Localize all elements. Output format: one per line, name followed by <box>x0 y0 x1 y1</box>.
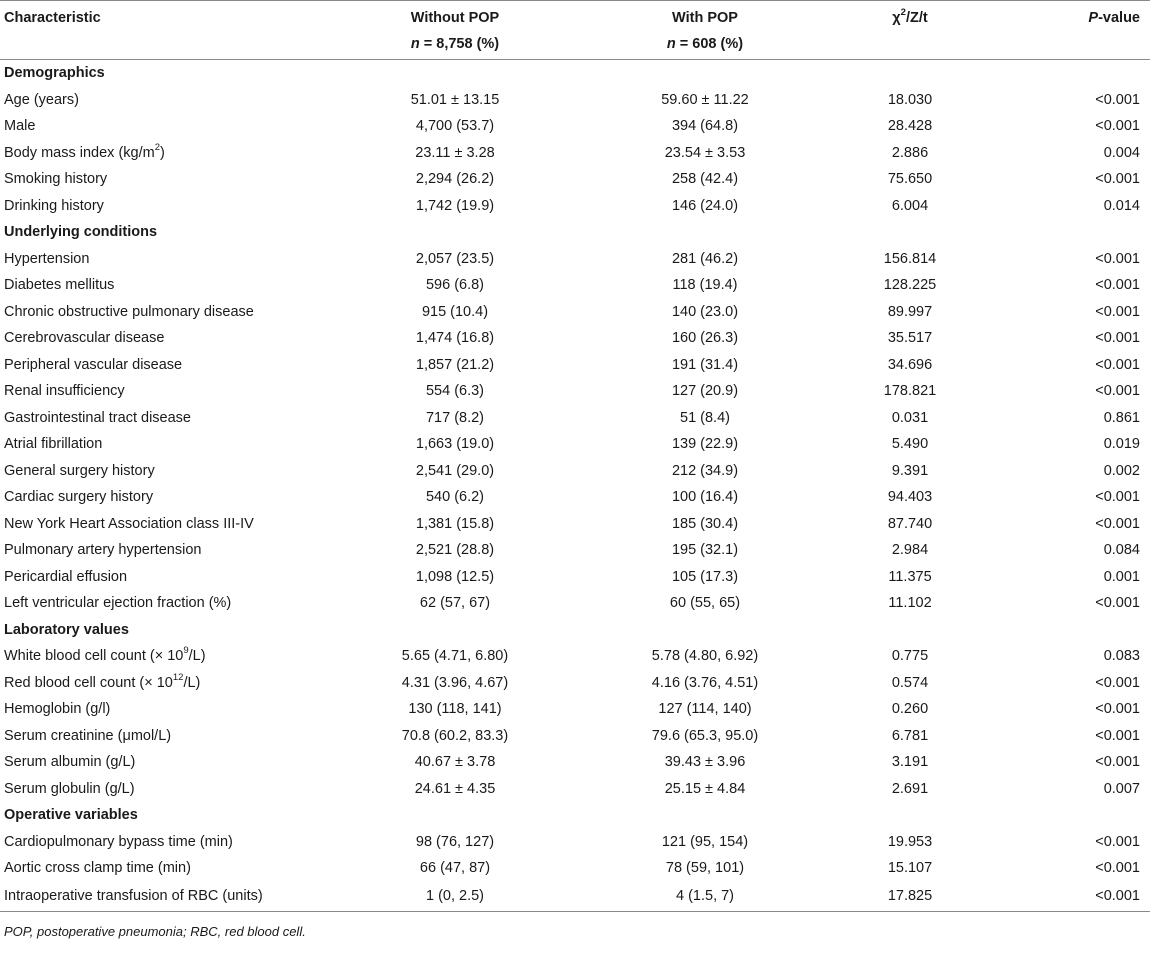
section-heading: Underlying conditions <box>4 224 158 241</box>
row-label: Cardiac surgery history <box>4 489 154 506</box>
header-statistic: $\chi^2/Z/t$ <box>830 1 990 30</box>
cell-statistic: 94.403 <box>887 489 933 506</box>
row-label: Serum albumin (g/L) <box>4 754 136 771</box>
cell-p-value: <0.001 <box>1095 489 1140 506</box>
cell-p-value: <0.001 <box>1095 515 1140 532</box>
cell-with-pop: 51 (8.4) <box>680 409 730 426</box>
cell-without-pop: 5.65 (4.71, 6.80) <box>401 648 509 665</box>
table-row <box>0 749 1150 776</box>
table-row <box>0 829 1150 856</box>
cell-without-pop: 2,541 (29.0) <box>415 462 495 479</box>
cell-p-value: <0.001 <box>1095 727 1140 744</box>
cell-p-value: 0.002 <box>1103 462 1140 479</box>
cell-without-pop: 62 (57, 67) <box>419 595 491 612</box>
cell-statistic: 87.740 <box>887 515 933 532</box>
row-label: Hypertension <box>4 250 90 267</box>
row-label: Atrial fibrillation <box>4 436 103 453</box>
table-row <box>0 378 1150 405</box>
table-row <box>0 484 1150 511</box>
cell-without-pop: 98 (76, 127) <box>415 833 495 850</box>
cell-statistic: 19.953 <box>887 833 933 850</box>
table-row <box>0 696 1150 723</box>
cell-with-pop: 100 (16.4) <box>671 489 739 506</box>
cell-p-value: <0.001 <box>1095 303 1140 320</box>
table-row <box>0 166 1150 193</box>
cell-without-pop: 4.31 (3.96, 4.67) <box>401 674 509 691</box>
cell-statistic: 0.574 <box>891 674 929 691</box>
table-row <box>0 272 1150 299</box>
cell-with-pop: 212 (34.9) <box>671 462 739 479</box>
cell-with-pop: 78 (59, 101) <box>665 860 745 877</box>
row-label: Age (years) <box>4 91 79 108</box>
section-heading: Operative variables <box>4 807 138 824</box>
cell-p-value: <0.001 <box>990 882 1150 912</box>
cell-statistic: 18.030 <box>887 91 933 108</box>
cell-statistic: 2.691 <box>891 780 929 797</box>
cell-p-value: 0.001 <box>1103 568 1140 585</box>
row-label: Drinking history <box>4 197 104 214</box>
cell-with-pop: 185 (30.4) <box>671 515 739 532</box>
row-label: Pericardial effusion <box>4 568 128 585</box>
section-heading: Laboratory values <box>4 621 129 638</box>
table-row <box>0 776 1150 803</box>
cell-with-pop: 60 (55, 65) <box>669 595 741 612</box>
table-row <box>0 564 1150 591</box>
row-label: Smoking history <box>4 171 108 188</box>
cell-with-pop: 4.16 (3.76, 4.51) <box>651 674 759 691</box>
cell-without-pop: 40.67 ± 3.78 <box>414 754 496 771</box>
row-label: Red blood cell count (× $10^{12}/L$) <box>4 671 201 691</box>
table-row <box>0 140 1150 167</box>
cell-without-pop: 2,294 (26.2) <box>415 171 495 188</box>
table-row <box>0 643 1150 670</box>
table-header <box>0 1 1150 60</box>
row-label: Gastrointestinal tract disease <box>4 409 191 426</box>
row-label: New York Heart Association class III-IV <box>4 515 254 532</box>
cell-without-pop: 2,521 (28.8) <box>415 542 495 559</box>
cell-p-value: 0.083 <box>1103 648 1140 665</box>
cell-statistic: 11.102 <box>888 595 932 612</box>
row-label: Hemoglobin (g/l) <box>4 701 111 718</box>
cell-without-pop: 2,057 (23.5) <box>415 250 495 267</box>
table-row <box>0 882 1150 912</box>
row-label: Chronic obstructive pulmonary disease <box>4 303 254 320</box>
cell-statistic: 35.517 <box>887 330 933 347</box>
cell-statistic: 34.696 <box>887 356 933 373</box>
cell-with-pop: 4 (1.5, 7) <box>580 882 830 912</box>
cell-p-value: <0.001 <box>1095 171 1140 188</box>
cell-statistic: 28.428 <box>887 118 933 135</box>
cell-without-pop: 1,474 (16.8) <box>415 330 495 347</box>
cell-p-value: <0.001 <box>1095 833 1140 850</box>
table-row <box>0 511 1150 538</box>
cell-p-value: 0.007 <box>1103 780 1140 797</box>
cell-with-pop: 281 (46.2) <box>671 250 739 267</box>
cell-p-value: 0.004 <box>1103 144 1140 161</box>
header-without-pop: Without POP <box>330 1 580 30</box>
cell-with-pop: 5.78 (4.80, 6.92) <box>651 648 759 665</box>
cell-with-pop: 127 (114, 140) <box>658 701 752 718</box>
row-label: Cerebrovascular disease <box>4 330 165 347</box>
cell-with-pop: 59.60 ± 11.22 <box>661 91 749 108</box>
cell-p-value: <0.001 <box>1095 860 1140 877</box>
cell-with-pop: 258 (42.4) <box>671 171 739 188</box>
row-label: Aortic cross clamp time (min) <box>4 860 191 877</box>
cell-statistic: 0.775 <box>891 648 929 665</box>
row-label: Pulmonary artery hypertension <box>4 542 202 559</box>
cell-p-value: 0.019 <box>1103 436 1140 453</box>
cell-p-value: <0.001 <box>1095 250 1140 267</box>
cell-statistic: 0.031 <box>891 409 929 426</box>
table-row <box>0 458 1150 485</box>
cell-p-value: <0.001 <box>1095 674 1140 691</box>
row-label: Cardiopulmonary bypass time (min) <box>4 833 233 850</box>
row-label: Male <box>4 118 36 135</box>
cell-without-pop: 1 (0, 2.5) <box>330 882 580 912</box>
cell-p-value: <0.001 <box>1095 701 1140 718</box>
cell-without-pop: 554 (6.3) <box>425 383 485 400</box>
table-row <box>0 325 1150 352</box>
cell-without-pop: 130 (118, 141) <box>408 701 502 718</box>
cell-p-value: <0.001 <box>1095 330 1140 347</box>
cell-p-value: 0.014 <box>1103 197 1140 214</box>
table-row <box>0 299 1150 326</box>
header-with-n: n = 608 (%) <box>580 29 830 60</box>
cell-with-pop: 39.43 ± 3.96 <box>664 754 746 771</box>
cell-statistic: 89.997 <box>887 303 933 320</box>
table-row <box>0 87 1150 114</box>
cell-without-pop: 4,700 (53.7) <box>415 118 495 135</box>
cell-without-pop: 1,742 (19.9) <box>415 197 495 214</box>
table-row <box>0 855 1150 882</box>
section-row <box>0 219 1150 246</box>
cell-p-value: <0.001 <box>1095 91 1140 108</box>
cell-p-value: 0.861 <box>1103 409 1140 426</box>
cell-with-pop: 118 (19.4) <box>672 277 738 294</box>
table-row <box>0 590 1150 617</box>
row-label: Diabetes mellitus <box>4 277 115 294</box>
cell-statistic: 128.225 <box>883 277 937 294</box>
cell-p-value: <0.001 <box>1095 277 1140 294</box>
cell-with-pop: 127 (20.9) <box>671 383 739 400</box>
cell-p-value: <0.001 <box>1095 383 1140 400</box>
header-without-n: n = 8,758 (%) <box>330 29 580 60</box>
cell-without-pop: 24.61 ± 4.35 <box>414 780 496 797</box>
cell-with-pop: 23.54 ± 3.53 <box>664 144 746 161</box>
cell-without-pop: 1,381 (15.8) <box>415 515 495 532</box>
cell-with-pop: 160 (26.3) <box>671 330 739 347</box>
cell-statistic: 17.825 <box>830 882 990 912</box>
cell-with-pop: 146 (24.0) <box>671 197 739 214</box>
cell-without-pop: 1,098 (12.5) <box>415 568 495 585</box>
cell-statistic: 6.004 <box>891 197 929 214</box>
header-p-value: P-value <box>990 1 1150 30</box>
cell-without-pop: 1,857 (21.2) <box>415 356 495 373</box>
cell-statistic: 0.260 <box>891 701 929 718</box>
cell-statistic: 178.821 <box>883 383 937 400</box>
cell-without-pop: 717 (8.2) <box>425 409 485 426</box>
row-label: Left ventricular ejection fraction (%) <box>4 595 232 612</box>
cell-without-pop: 596 (6.8) <box>425 277 485 294</box>
table-row <box>0 431 1150 458</box>
row-label: General surgery history <box>4 462 155 479</box>
cell-statistic: 2.984 <box>891 542 929 559</box>
cell-with-pop: 25.15 ± 4.84 <box>664 780 746 797</box>
table-body <box>0 60 1150 912</box>
cell-p-value: 0.084 <box>1103 542 1140 559</box>
cell-with-pop: 105 (17.3) <box>671 568 739 585</box>
row-label: White blood cell count (× $10^9/L$) <box>4 645 206 665</box>
row-label: Intraoperative transfusion of RBC (units) <box>0 882 330 912</box>
table-row <box>0 246 1150 273</box>
cell-without-pop: 540 (6.2) <box>425 489 485 506</box>
row-label: Body mass index $(kg/m^2)$ <box>4 141 165 161</box>
cell-p-value: <0.001 <box>1095 356 1140 373</box>
cell-without-pop: 915 (10.4) <box>421 303 489 320</box>
cell-statistic: 15.107 <box>887 860 933 877</box>
cell-p-value: <0.001 <box>1095 118 1140 135</box>
cell-with-pop: 195 (32.1) <box>671 542 739 559</box>
cell-statistic: 5.490 <box>891 436 929 453</box>
table-row <box>0 670 1150 697</box>
cell-without-pop: 51.01 ± 13.15 <box>410 91 500 108</box>
cell-statistic: 2.886 <box>891 144 929 161</box>
cell-with-pop: 140 (23.0) <box>671 303 739 320</box>
table-row <box>0 352 1150 379</box>
table-row <box>0 537 1150 564</box>
table-row <box>0 193 1150 220</box>
cell-statistic: 6.781 <box>891 727 929 744</box>
row-label: Renal insufficiency <box>4 383 125 400</box>
header-characteristic: Characteristic <box>0 1 330 30</box>
cell-without-pop: 1,663 (19.0) <box>415 436 495 453</box>
table-row <box>0 113 1150 140</box>
cell-with-pop: 191 (31.4) <box>671 356 739 373</box>
cell-p-value: <0.001 <box>1095 595 1140 612</box>
cell-without-pop: 23.11 ± 3.28 <box>415 144 495 161</box>
cell-statistic: 3.191 <box>891 754 929 771</box>
table-row <box>0 723 1150 750</box>
row-label: Peripheral vascular disease <box>4 356 183 373</box>
cell-without-pop: 70.8 (60.2, 83.3) <box>401 727 509 744</box>
row-label: Serum creatinine (μmol/L) <box>4 727 172 744</box>
cell-without-pop: 66 (47, 87) <box>419 860 491 877</box>
cell-with-pop: 79.6 (65.3, 95.0) <box>651 727 759 744</box>
cell-with-pop: 394 (64.8) <box>671 118 739 135</box>
section-row <box>0 802 1150 829</box>
section-heading: Demographics <box>4 65 105 82</box>
section-row <box>0 60 1150 87</box>
section-row <box>0 617 1150 644</box>
cell-statistic: 9.391 <box>891 462 929 479</box>
cell-with-pop: 121 (95, 154) <box>661 833 749 850</box>
row-label: Serum globulin (g/L) <box>4 780 135 797</box>
header-with-pop: With POP <box>580 1 830 30</box>
cell-statistic: 75.650 <box>887 171 933 188</box>
cell-p-value: <0.001 <box>1095 754 1140 771</box>
cell-with-pop: 139 (22.9) <box>671 436 739 453</box>
cell-statistic: 11.375 <box>888 568 932 585</box>
cell-statistic: 156.814 <box>883 250 937 267</box>
table-row <box>0 405 1150 432</box>
table-footnote: POP, postoperative pneumonia; RBC, red blood cell. <box>4 923 306 939</box>
